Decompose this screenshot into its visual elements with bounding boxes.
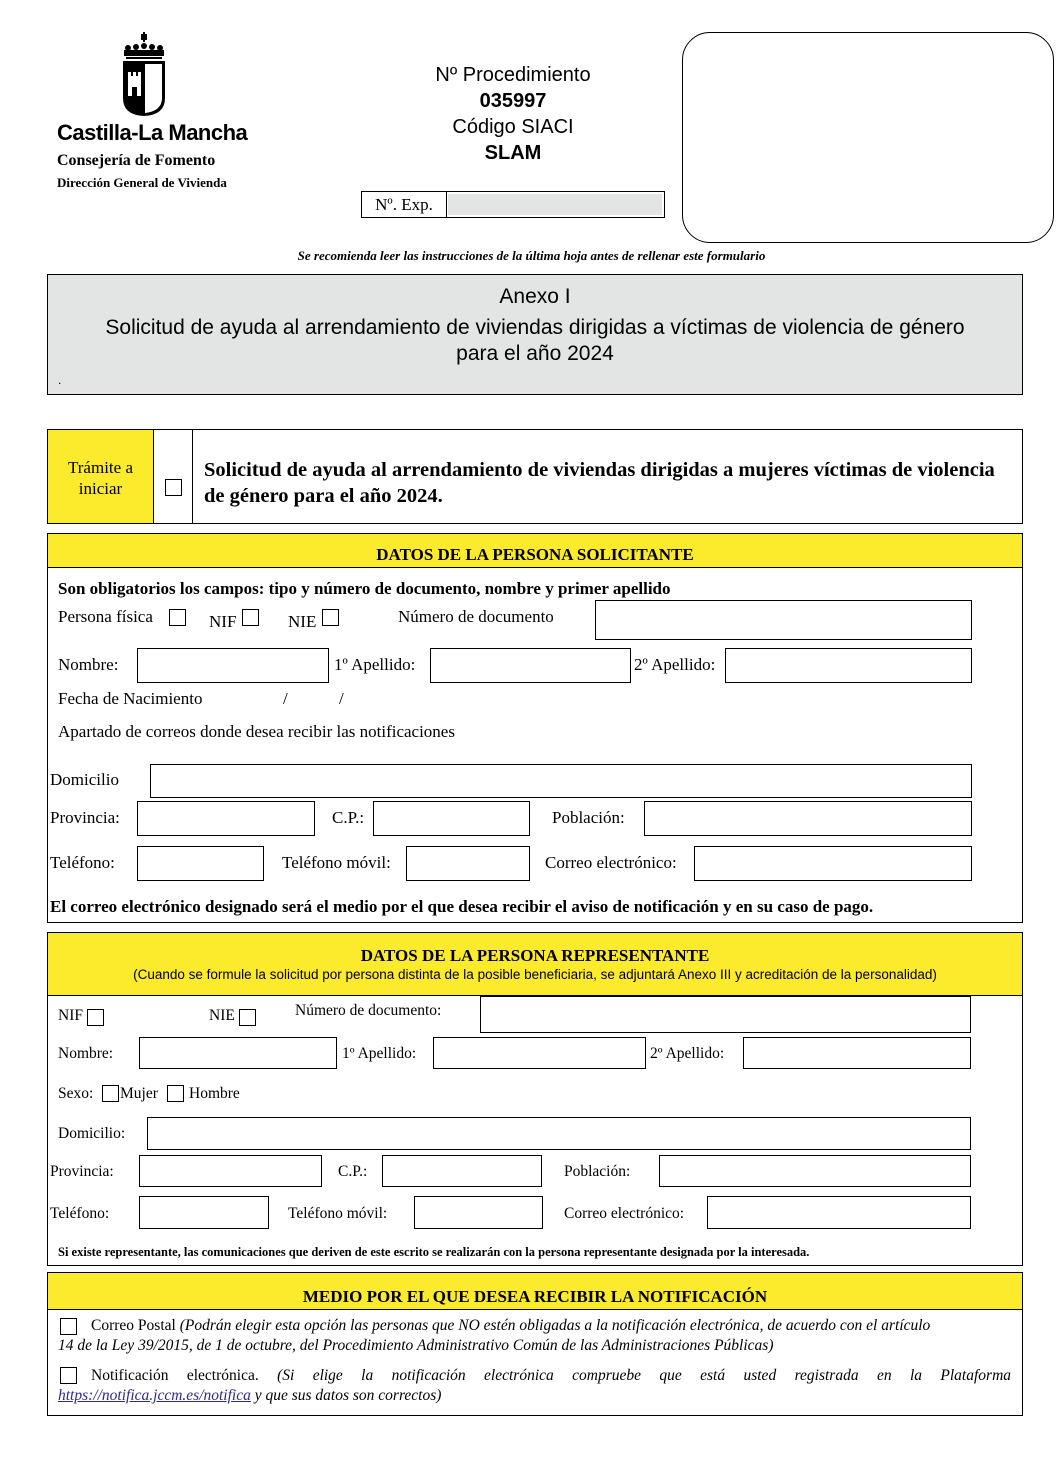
tramite-checkbox[interactable] <box>165 479 182 496</box>
representante-header <box>48 933 1022 996</box>
fecha-slash-2: / <box>339 689 344 708</box>
nif-label: NIF <box>209 612 237 631</box>
telefono-input[interactable] <box>137 846 264 881</box>
correo-postal-label: Correo Postal <box>91 1317 176 1334</box>
sexo-label: Sexo: <box>58 1085 94 1102</box>
domicilio-label: Domicilio <box>50 770 119 789</box>
notificacion-electronica-line2 <box>58 1386 441 1406</box>
solicitante-header <box>48 534 1022 568</box>
poblacion-label: Población: <box>552 808 625 827</box>
exp-input[interactable] <box>448 194 662 215</box>
document-number-input[interactable] <box>595 600 972 640</box>
email-notice: El correo electrónico designado será el medio por el que desea recibir el aviso de notificación y en su caso de pago. <box>50 897 874 916</box>
notificacion-electronica-label: Notificación electrónica. <box>91 1367 259 1384</box>
rep-poblacion-label: Población: <box>564 1163 631 1180</box>
hombre-checkbox[interactable] <box>167 1085 184 1102</box>
notifica-link[interactable]: https://notifica.jccm.es/notifica <box>58 1387 251 1404</box>
rep-apellido2-input[interactable] <box>743 1037 971 1069</box>
rep-cp-input[interactable] <box>382 1155 542 1187</box>
coat-of-arms-logo <box>118 32 170 118</box>
correo-label: Correo electrónico: <box>545 853 677 872</box>
rep-telefono-label: Teléfono: <box>50 1205 110 1222</box>
rep-nie-label: NIE <box>209 1007 235 1024</box>
procedure-block <box>390 62 636 166</box>
representante-subtitle: (Cuando se formule la solicitud por persona distinta de la posible beneficiaria, se adjuntará Anexo III y acreditación de la personalidad) <box>133 967 937 982</box>
apartado-label: Apartado de correos donde desea recibir las notificaciones <box>58 722 455 741</box>
nie-label: NIE <box>288 612 317 631</box>
persona-fisica-label: Persona física <box>58 607 153 626</box>
notificacion-electronica-note-1: (Si elige la notificación electrónica compruebe que está usted registrada en la Plataforma <box>277 1367 1012 1384</box>
persona-fisica-checkbox[interactable] <box>169 609 186 626</box>
siaci-code: SLAM <box>484 142 542 164</box>
rep-telefono-input[interactable] <box>139 1196 269 1229</box>
registry-stamp-box <box>682 32 1054 243</box>
notificacion-electronica-note-2: y que sus datos son correctos) <box>254 1387 442 1404</box>
hombre-label: Hombre <box>189 1085 240 1102</box>
correo-postal-checkbox[interactable] <box>60 1318 77 1335</box>
rep-movil-input[interactable] <box>414 1196 543 1229</box>
correo-postal-note-2: 14 de la Ley 39/2015, de 1 de octubre, del Procedimiento Administrativo Común de las Administraciones Públicas) <box>58 1337 774 1354</box>
apellido2-label: 2º Apellido: <box>634 655 716 674</box>
rep-domicilio-label: Domicilio: <box>58 1125 126 1142</box>
procedure-number: 035997 <box>479 90 547 112</box>
rep-provincia-input[interactable] <box>139 1155 322 1187</box>
provincia-label: Provincia: <box>50 808 120 827</box>
exp-field <box>361 191 665 218</box>
directorate-name: Dirección General de Vivienda <box>57 175 227 190</box>
annex-title: Anexo I <box>499 285 571 308</box>
fecha-slash-1: / <box>283 689 288 708</box>
nie-checkbox[interactable] <box>322 609 339 626</box>
form-title-line2: para el año 2024 <box>456 342 614 365</box>
rep-document-number-input[interactable] <box>480 996 971 1033</box>
notificacion-header <box>48 1273 1022 1310</box>
tramite-label <box>48 430 154 523</box>
movil-input[interactable] <box>406 846 530 881</box>
fecha-nacimiento-label: Fecha de Nacimiento <box>58 689 203 708</box>
provincia-input[interactable] <box>137 801 315 836</box>
document-number-label: Número de documento <box>398 607 554 626</box>
rep-nif-label: NIF <box>58 1007 83 1024</box>
rep-nie-checkbox[interactable] <box>239 1009 256 1026</box>
mujer-label: Mujer <box>120 1085 158 1102</box>
correo-postal-note-1: (Podrán elegir esta opción las personas que NO estén obligadas a la notificación electrónica, de acuerdo con el artículo <box>179 1317 931 1334</box>
required-fields-note: Son obligatorios los campos: tipo y número de documento, nombre y primer apellido <box>58 579 671 598</box>
correo-input[interactable] <box>694 846 972 881</box>
form-title-box <box>47 274 1023 395</box>
nif-checkbox[interactable] <box>242 609 259 626</box>
notificacion-electronica-option <box>91 1366 1011 1386</box>
solicitante-title: DATOS DE LA PERSONA SOLICITANTE <box>376 545 694 564</box>
title-dot: . <box>58 373 62 387</box>
cp-label: C.P.: <box>332 808 365 827</box>
rep-cp-label: C.P.: <box>338 1163 368 1180</box>
rep-apellido2-label: 2º Apellido: <box>650 1045 725 1062</box>
rep-provincia-label: Provincia: <box>50 1163 114 1180</box>
representante-title: DATOS DE LA PERSONA REPRESENTANTE <box>360 946 710 965</box>
recommendation-note: Se recomienda leer las instrucciones de la última hoja antes de rellenar este formulario <box>297 248 766 263</box>
tramite-row <box>47 429 1023 524</box>
notificacion-electronica-checkbox[interactable] <box>60 1367 77 1384</box>
apellido1-label: 1º Apellido: <box>334 655 416 674</box>
representante-notice: Si existe representante, las comunicaciones que deriven de este escrito se realizarán con la persona representante designada por la interesada. <box>58 1245 810 1259</box>
correo-postal-option <box>91 1316 1011 1336</box>
poblacion-input[interactable] <box>644 801 972 836</box>
tramite-text: Solicitud de ayuda al arrendamiento de viviendas dirigidas a mujeres víctimas de violencia de género para el año 2024. <box>204 459 995 507</box>
rep-nombre-input[interactable] <box>139 1037 337 1069</box>
rep-movil-label: Teléfono móvil: <box>288 1205 388 1222</box>
rep-apellido1-input[interactable] <box>433 1037 646 1069</box>
mujer-checkbox[interactable] <box>102 1085 119 1102</box>
department-name: Consejería de Fomento <box>57 152 216 169</box>
cp-input[interactable] <box>373 801 530 836</box>
procedure-label: Nº Procedimiento <box>435 64 591 86</box>
domicilio-input[interactable] <box>150 764 972 798</box>
nombre-input[interactable] <box>137 648 329 683</box>
org-name: Castilla-La Mancha <box>57 120 248 145</box>
rep-poblacion-input[interactable] <box>659 1155 971 1187</box>
nombre-label: Nombre: <box>58 655 119 674</box>
telefono-label: Teléfono: <box>50 853 115 872</box>
rep-nombre-label: Nombre: <box>58 1045 114 1062</box>
apellido1-input[interactable] <box>430 648 631 683</box>
rep-domicilio-input[interactable] <box>147 1117 971 1150</box>
tramite-label-text: Trámite a iniciar <box>67 458 133 498</box>
rep-document-number-label: Número de documento: <box>295 1002 442 1019</box>
apellido2-input[interactable] <box>725 648 972 683</box>
siaci-label: Código SIACI <box>452 116 574 138</box>
rep-apellido1-label: 1º Apellido: <box>342 1045 417 1062</box>
rep-correo-label: Correo electrónico: <box>564 1205 685 1222</box>
rep-correo-input[interactable] <box>707 1196 971 1229</box>
rep-nif-checkbox[interactable] <box>87 1009 104 1026</box>
form-title-line1: Solicitud de ayuda al arrendamiento de viviendas dirigidas a víctimas de violencia de género <box>105 316 965 339</box>
exp-label: Nº. Exp. <box>362 192 447 217</box>
movil-label: Teléfono móvil: <box>282 853 391 872</box>
tramite-checkbox-cell <box>155 430 193 523</box>
notificacion-title: MEDIO POR EL QUE DESEA RECIBIR LA NOTIFICACIÓN <box>302 1287 768 1306</box>
